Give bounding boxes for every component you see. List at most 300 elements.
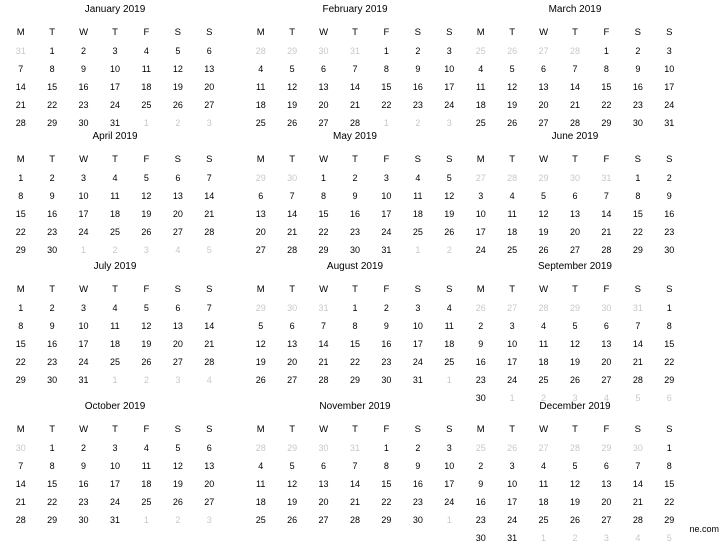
day-cell: 27 (318, 118, 329, 128)
weekday-label: T (289, 154, 296, 165)
day-cell: 24 (412, 357, 423, 367)
day-cell: 24 (664, 100, 675, 110)
weekday-label: T (112, 154, 118, 165)
day-cell: 13 (204, 461, 215, 471)
weekday-header (5, 281, 225, 299)
weekday-label: T (112, 424, 118, 435)
day-cell: 7 (635, 321, 641, 331)
adjacent-month-day: 30 (287, 173, 298, 183)
month-grid (465, 151, 685, 259)
month-title: November 2019 (319, 401, 391, 412)
day-cell: 12 (569, 479, 580, 489)
day-cell: 15 (664, 339, 675, 349)
week-row (465, 457, 685, 475)
day-cell: 23 (78, 497, 89, 507)
day-cell: 9 (383, 321, 389, 331)
adjacent-month-day: 31 (15, 46, 26, 56)
week-row (5, 457, 225, 475)
adjacent-month-day: 2 (541, 393, 547, 403)
weekday-label: W (319, 424, 329, 435)
day-cell: 20 (172, 209, 183, 219)
day-cell: 26 (538, 245, 549, 255)
day-cell: 9 (49, 191, 55, 201)
week-row (465, 205, 685, 223)
day-cell: 16 (664, 209, 675, 219)
weekday-label: T (289, 284, 296, 295)
adjacent-month-day: 29 (569, 303, 580, 313)
day-cell: 19 (444, 209, 455, 219)
week-row (465, 353, 685, 371)
day-cell: 12 (287, 479, 298, 489)
weekday-label: S (446, 284, 453, 295)
day-cell: 25 (507, 245, 518, 255)
day-cell: 28 (287, 245, 298, 255)
adjacent-month-day: 28 (255, 443, 266, 453)
weekday-label: T (49, 27, 56, 38)
day-cell: 2 (666, 173, 672, 183)
day-cell: 30 (78, 515, 89, 525)
weekday-label: T (509, 154, 516, 165)
adjacent-month-day: 29 (287, 443, 298, 453)
day-cell: 14 (632, 339, 643, 349)
day-cell: 29 (664, 515, 675, 525)
day-cell: 11 (141, 461, 152, 471)
weekday-label: S (174, 284, 181, 295)
day-cell: 25 (475, 118, 486, 128)
day-cell: 7 (321, 321, 327, 331)
day-cell: 18 (538, 497, 549, 507)
adjacent-month-day: 4 (175, 245, 181, 255)
adjacent-month-day: 3 (175, 375, 181, 385)
day-cell: 4 (446, 303, 452, 313)
day-cell: 28 (204, 227, 215, 237)
day-cell: 6 (206, 443, 212, 453)
month-grid (245, 281, 465, 389)
adjacent-month-day: 2 (572, 533, 578, 543)
week-row (245, 371, 465, 389)
week-row (465, 529, 685, 547)
day-cell: 1 (603, 46, 609, 56)
day-cell: 5 (175, 46, 181, 56)
day-cell: 30 (475, 393, 486, 403)
day-cell: 12 (444, 191, 455, 201)
day-cell: 25 (538, 515, 549, 525)
day-cell: 15 (15, 339, 26, 349)
day-cell: 7 (206, 303, 212, 313)
adjacent-month-day: 5 (206, 245, 212, 255)
day-cell: 25 (538, 375, 549, 385)
weekday-label: M (476, 27, 485, 38)
week-row (245, 317, 465, 335)
day-cell: 2 (415, 443, 421, 453)
day-cell: 1 (49, 443, 55, 453)
adjacent-month-day: 31 (349, 46, 360, 56)
month-title: February 2019 (322, 4, 388, 15)
day-cell: 20 (601, 497, 612, 507)
week-row (5, 205, 225, 223)
day-cell: 8 (383, 64, 389, 74)
day-cell: 21 (287, 227, 298, 237)
day-cell: 30 (632, 118, 643, 128)
weekday-label: S (666, 154, 673, 165)
adjacent-month-day: 1 (112, 375, 118, 385)
day-cell: 28 (632, 515, 643, 525)
day-cell: 24 (444, 100, 455, 110)
day-cell: 4 (143, 443, 149, 453)
day-cell: 6 (175, 303, 181, 313)
day-cell: 27 (255, 245, 266, 255)
day-cell: 19 (507, 100, 518, 110)
day-cell: 6 (321, 64, 327, 74)
adjacent-month-day: 25 (475, 443, 486, 453)
day-cell: 12 (172, 461, 183, 471)
day-cell: 8 (666, 321, 672, 331)
day-cell: 4 (478, 64, 484, 74)
day-cell: 20 (287, 357, 298, 367)
weekday-label: W (79, 27, 89, 38)
week-row (245, 60, 465, 78)
day-cell: 4 (143, 46, 149, 56)
adjacent-month-day: 3 (603, 533, 609, 543)
weekday-label: F (143, 27, 150, 38)
weekday-label: M (476, 424, 485, 435)
day-cell: 19 (172, 479, 183, 489)
day-cell: 18 (109, 339, 120, 349)
day-cell: 29 (15, 375, 26, 385)
day-cell: 2 (352, 173, 358, 183)
weekday-label: M (16, 27, 25, 38)
adjacent-month-day: 31 (318, 303, 329, 313)
day-cell: 13 (255, 209, 266, 219)
week-row (245, 96, 465, 114)
day-cell: 1 (383, 443, 389, 453)
adjacent-month-day: 29 (601, 443, 612, 453)
week-row (245, 335, 465, 353)
day-cell: 9 (635, 64, 641, 74)
day-cell: 11 (444, 321, 454, 331)
adjacent-month-day: 30 (569, 173, 580, 183)
adjacent-month-day: 3 (143, 245, 149, 255)
day-cell: 12 (507, 82, 518, 92)
weekday-label: S (634, 27, 641, 38)
day-cell: 21 (349, 100, 360, 110)
day-cell: 19 (569, 497, 580, 507)
day-cell: 10 (507, 339, 518, 349)
day-cell: 1 (18, 303, 24, 313)
week-row (245, 223, 465, 241)
weekday-label: M (16, 154, 25, 165)
day-cell: 25 (444, 357, 455, 367)
day-cell: 10 (381, 191, 392, 201)
weekday-header (465, 151, 685, 169)
week-row (465, 60, 685, 78)
day-cell: 4 (541, 321, 547, 331)
day-cell: 24 (109, 100, 120, 110)
day-cell: 14 (287, 209, 298, 219)
day-cell: 17 (507, 357, 518, 367)
week-row (465, 169, 685, 187)
day-cell: 2 (81, 46, 87, 56)
day-cell: 13 (172, 191, 183, 201)
day-cell: 28 (601, 245, 612, 255)
week-row (465, 335, 685, 353)
weekday-label: S (174, 27, 181, 38)
day-cell: 30 (349, 245, 360, 255)
day-cell: 21 (632, 497, 643, 507)
week-row (465, 223, 685, 241)
day-cell: 21 (15, 497, 26, 507)
day-cell: 24 (444, 497, 455, 507)
day-cell: 9 (49, 321, 55, 331)
day-cell: 24 (475, 245, 486, 255)
day-cell: 5 (143, 173, 149, 183)
day-cell: 7 (572, 64, 578, 74)
week-row (465, 114, 685, 132)
day-cell: 25 (255, 515, 266, 525)
weekday-label: T (572, 27, 578, 38)
day-cell: 29 (47, 118, 58, 128)
day-cell: 10 (109, 461, 120, 471)
day-cell: 15 (318, 209, 329, 219)
adjacent-month-day: 25 (475, 46, 486, 56)
day-cell: 7 (635, 461, 641, 471)
day-cell: 8 (635, 191, 641, 201)
day-cell: 19 (538, 227, 549, 237)
day-cell: 22 (47, 100, 58, 110)
day-cell: 10 (444, 64, 455, 74)
day-cell: 6 (289, 321, 295, 331)
day-cell: 2 (478, 321, 484, 331)
day-cell: 18 (255, 100, 266, 110)
day-cell: 11 (538, 479, 549, 489)
week-row (245, 439, 465, 457)
week-row (5, 223, 225, 241)
month-grid (465, 24, 685, 132)
day-cell: 12 (287, 82, 298, 92)
weekday-label: S (206, 284, 213, 295)
day-cell: 13 (318, 479, 329, 489)
day-cell: 10 (78, 191, 89, 201)
day-cell: 6 (206, 46, 212, 56)
day-cell: 27 (204, 100, 215, 110)
day-cell: 26 (141, 357, 152, 367)
day-cell: 16 (412, 479, 423, 489)
weekday-label: S (174, 424, 181, 435)
weekday-label: S (206, 154, 213, 165)
weekday-label: W (79, 284, 89, 295)
day-cell: 1 (666, 443, 672, 453)
adjacent-month-day: 2 (446, 245, 452, 255)
day-cell: 27 (172, 227, 183, 237)
weekday-label: T (112, 27, 118, 38)
day-cell: 7 (18, 461, 24, 471)
adjacent-month-day: 1 (446, 375, 452, 385)
day-cell: 29 (381, 515, 392, 525)
adjacent-month-day: 3 (572, 393, 578, 403)
week-row (465, 317, 685, 335)
day-cell: 25 (141, 100, 152, 110)
adjacent-month-day: 29 (255, 173, 266, 183)
day-cell: 13 (569, 209, 580, 219)
adjacent-month-day: 1 (509, 393, 515, 403)
adjacent-month-day: 4 (635, 533, 641, 543)
day-cell: 26 (569, 515, 580, 525)
weekday-label: T (352, 424, 358, 435)
weekday-label: W (319, 284, 329, 295)
day-cell: 30 (381, 375, 392, 385)
day-cell: 30 (475, 533, 486, 543)
week-row (465, 475, 685, 493)
day-cell: 29 (601, 118, 612, 128)
weekday-label: F (383, 424, 390, 435)
day-cell: 16 (475, 497, 486, 507)
day-cell: 30 (47, 375, 58, 385)
day-cell: 20 (204, 479, 215, 489)
day-cell: 17 (507, 497, 518, 507)
day-cell: 17 (475, 227, 486, 237)
day-cell: 5 (289, 64, 295, 74)
day-cell: 15 (601, 82, 612, 92)
week-row (5, 353, 225, 371)
day-cell: 29 (664, 375, 675, 385)
week-row (5, 439, 225, 457)
adjacent-month-day: 27 (475, 173, 486, 183)
day-cell: 11 (141, 64, 152, 74)
adjacent-month-day: 30 (318, 46, 329, 56)
day-cell: 13 (601, 339, 612, 349)
day-cell: 25 (109, 357, 120, 367)
weekday-label: W (539, 424, 549, 435)
day-cell: 9 (352, 191, 358, 201)
day-cell: 3 (112, 443, 118, 453)
day-cell: 25 (109, 227, 120, 237)
weekday-label: F (603, 154, 610, 165)
adjacent-month-day: 5 (666, 533, 672, 543)
adjacent-month-day: 1 (415, 245, 421, 255)
day-cell: 15 (349, 339, 360, 349)
adjacent-month-day: 30 (601, 303, 612, 313)
adjacent-month-day: 26 (507, 46, 518, 56)
day-cell: 25 (412, 227, 423, 237)
adjacent-month-day: 28 (538, 303, 549, 313)
adjacent-month-day: 4 (603, 393, 609, 403)
day-cell: 14 (15, 479, 26, 489)
day-cell: 1 (352, 303, 358, 313)
day-cell: 18 (412, 209, 423, 219)
day-cell: 30 (47, 245, 58, 255)
day-cell: 11 (256, 82, 266, 92)
week-row (465, 241, 685, 259)
day-cell: 10 (507, 479, 518, 489)
weekday-label: F (603, 284, 610, 295)
day-cell: 31 (109, 515, 120, 525)
day-cell: 17 (412, 339, 423, 349)
weekday-label: W (79, 424, 89, 435)
week-row (465, 187, 685, 205)
day-cell: 8 (18, 321, 24, 331)
weekday-label: S (414, 424, 421, 435)
day-cell: 16 (47, 209, 58, 219)
day-cell: 28 (204, 357, 215, 367)
weekday-label: T (49, 284, 56, 295)
month-grid (245, 421, 465, 529)
day-cell: 28 (632, 375, 643, 385)
adjacent-month-day: 31 (349, 443, 360, 453)
weekday-header (465, 281, 685, 299)
day-cell: 6 (258, 191, 264, 201)
day-cell: 26 (172, 100, 183, 110)
day-cell: 12 (141, 191, 152, 201)
weekday-label: S (634, 284, 641, 295)
day-cell: 10 (444, 461, 455, 471)
weekday-label: T (572, 284, 578, 295)
day-cell: 26 (569, 375, 580, 385)
day-cell: 15 (47, 479, 58, 489)
day-cell: 21 (632, 357, 643, 367)
weekday-label: S (666, 424, 673, 435)
weekday-label: M (256, 154, 265, 165)
adjacent-month-day: 3 (206, 118, 212, 128)
day-cell: 3 (415, 303, 421, 313)
month-grid (5, 24, 225, 132)
weekday-header (5, 421, 225, 439)
day-cell: 18 (141, 82, 152, 92)
day-cell: 28 (349, 515, 360, 525)
day-cell: 1 (18, 173, 24, 183)
day-cell: 2 (478, 461, 484, 471)
day-cell: 18 (475, 100, 486, 110)
day-cell: 11 (507, 209, 517, 219)
adjacent-month-day: 31 (632, 303, 643, 313)
day-cell: 28 (15, 118, 26, 128)
adjacent-month-day: 1 (143, 515, 149, 525)
day-cell: 23 (381, 357, 392, 367)
weekday-label: S (446, 154, 453, 165)
day-cell: 3 (446, 443, 452, 453)
day-cell: 16 (412, 82, 423, 92)
weekday-header (245, 421, 465, 439)
adjacent-month-day: 29 (287, 46, 298, 56)
month-grid (465, 281, 685, 407)
month-title: April 2019 (92, 131, 138, 142)
weekday-header (5, 151, 225, 169)
day-cell: 29 (349, 375, 360, 385)
day-cell: 31 (109, 118, 120, 128)
day-cell: 7 (206, 173, 212, 183)
day-cell: 14 (204, 191, 215, 201)
day-cell: 13 (318, 82, 329, 92)
day-cell: 11 (110, 321, 120, 331)
adjacent-month-day: 2 (175, 515, 181, 525)
adjacent-month-day: 4 (206, 375, 212, 385)
adjacent-month-day: 28 (255, 46, 266, 56)
weekday-label: S (206, 424, 213, 435)
day-cell: 5 (541, 191, 547, 201)
weekday-label: M (476, 154, 485, 165)
weekday-label: F (383, 284, 390, 295)
adjacent-month-day: 2 (143, 375, 149, 385)
month-grid (465, 421, 685, 547)
day-cell: 8 (666, 461, 672, 471)
month-title: July 2019 (93, 261, 137, 272)
weekday-header (245, 281, 465, 299)
day-cell: 5 (175, 443, 181, 453)
day-cell: 23 (349, 227, 360, 237)
weekday-label: F (143, 424, 150, 435)
day-cell: 5 (289, 461, 295, 471)
day-cell: 3 (81, 173, 87, 183)
day-cell: 14 (318, 339, 329, 349)
